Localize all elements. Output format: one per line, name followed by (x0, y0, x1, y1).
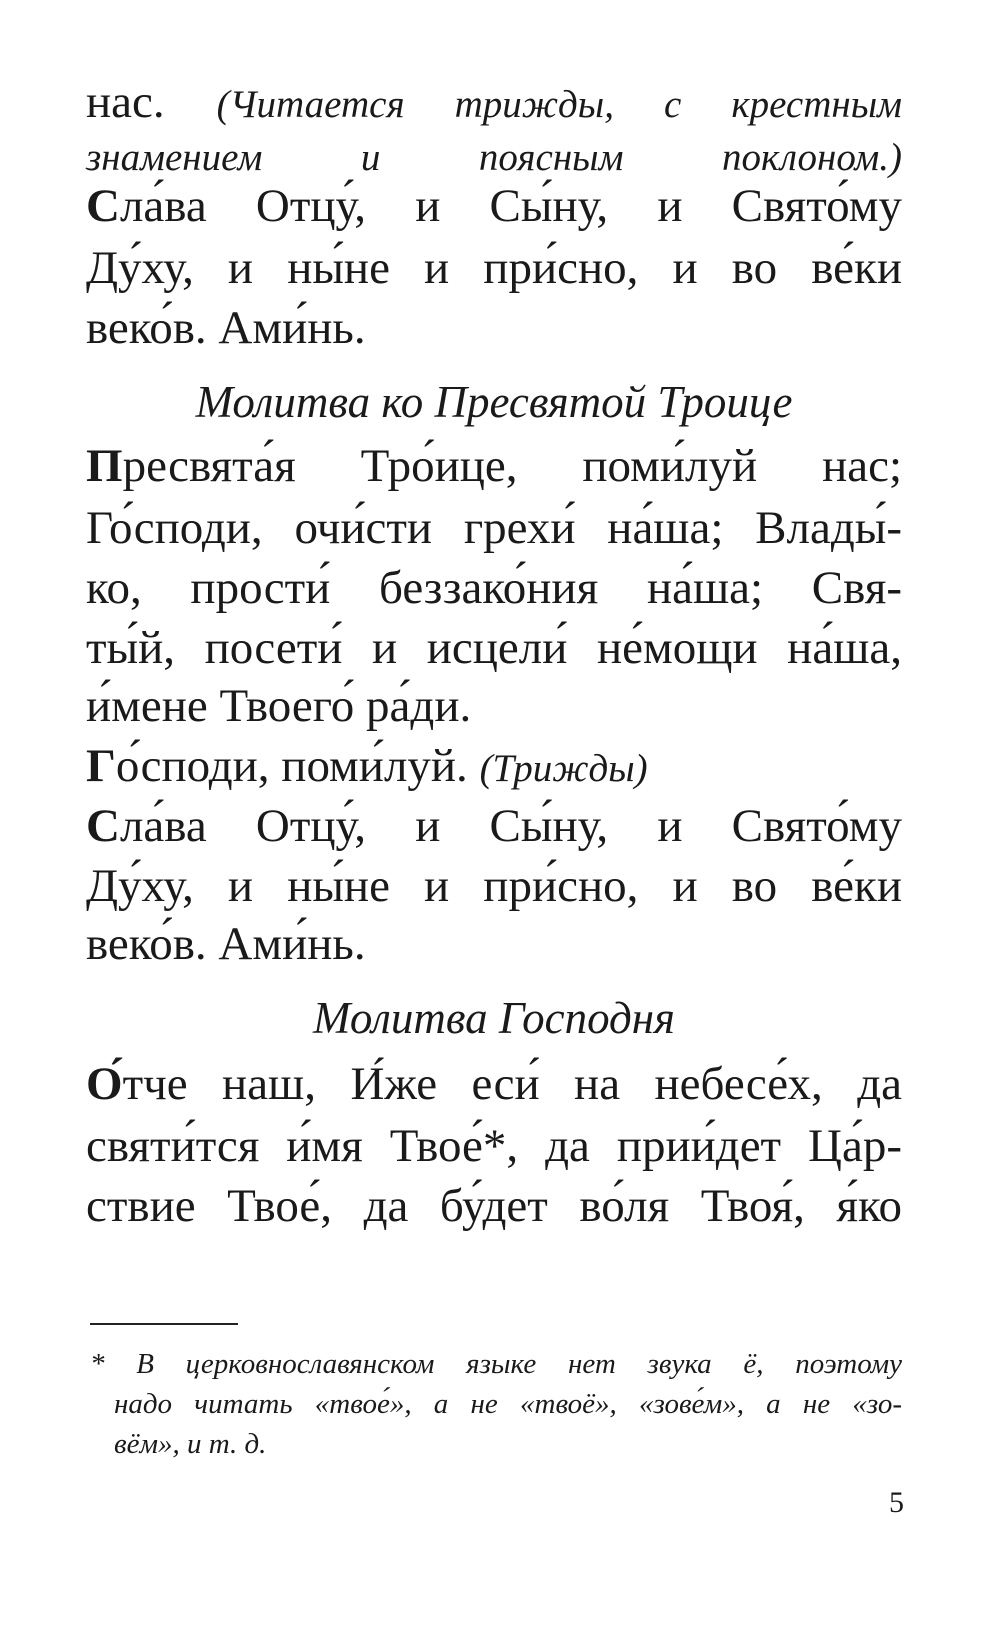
footnote-line-1: * В церковнославянском языке нет звука ё, поэтому (90, 1348, 902, 1380)
page-number: 5 (889, 1486, 904, 1519)
text-line-7: Пресвята́я Тро́ице, поми́луй нас; (86, 440, 902, 492)
text-line-1: нас. (Читается трижды, с крестным (86, 76, 903, 128)
text-line-2: знамением и поясным поклоном.) (86, 136, 902, 179)
text-line-4: Ду́ху, и ны́не и при́сно, и во ве́ки (86, 242, 902, 294)
text-line-14: Ду́ху, и ны́не и при́сно, и во ве́ки (86, 860, 902, 912)
text-line-13: Сла́ва Отцу́, и Сы́ну, и Свято́му (86, 800, 902, 852)
text-line-18: святи́тся и́мя Твое́*, да прии́дет Ца́р- (86, 1120, 902, 1172)
section-heading-lords-prayer: Молитва Господня (313, 993, 675, 1043)
text-line-12: Го́споди, поми́луй. (Трижды) (86, 740, 648, 792)
text-line-11: и́мене Твоего́ ра́ди. (86, 680, 472, 732)
text-line-17: О́тче наш, И́же еси́ на небесе́х, да (86, 1058, 902, 1110)
text-line-9: ко, прости́ беззако́ния на́ша; Свя- (86, 562, 902, 614)
text-line-5: веко́в. Ами́нь. (86, 302, 366, 354)
section-heading-trinity: Молитва ко Пресвятой Троице (195, 377, 793, 427)
footnote-line-2: надо читать «твое́», а не «твоё», «зове́м», а не «зо- (114, 1388, 902, 1420)
text-line-19: ствие Твое́, да бу́дет во́ля Твоя́, я́ко (86, 1180, 902, 1232)
text-line-8: Го́споди, очи́сти грехи́ на́ша; Влады́- (86, 502, 902, 554)
text-line-10: ты́й, посети́ и исцели́ не́мощи на́ша, (86, 622, 902, 674)
footnote-line-3: вём», и т. д. (114, 1428, 267, 1460)
text-line-3: Сла́ва Отцу́, и Сы́ну, и Свято́му (86, 180, 902, 232)
footnote-divider (90, 1323, 238, 1325)
text-line-15: веко́в. Ами́нь. (86, 918, 366, 970)
